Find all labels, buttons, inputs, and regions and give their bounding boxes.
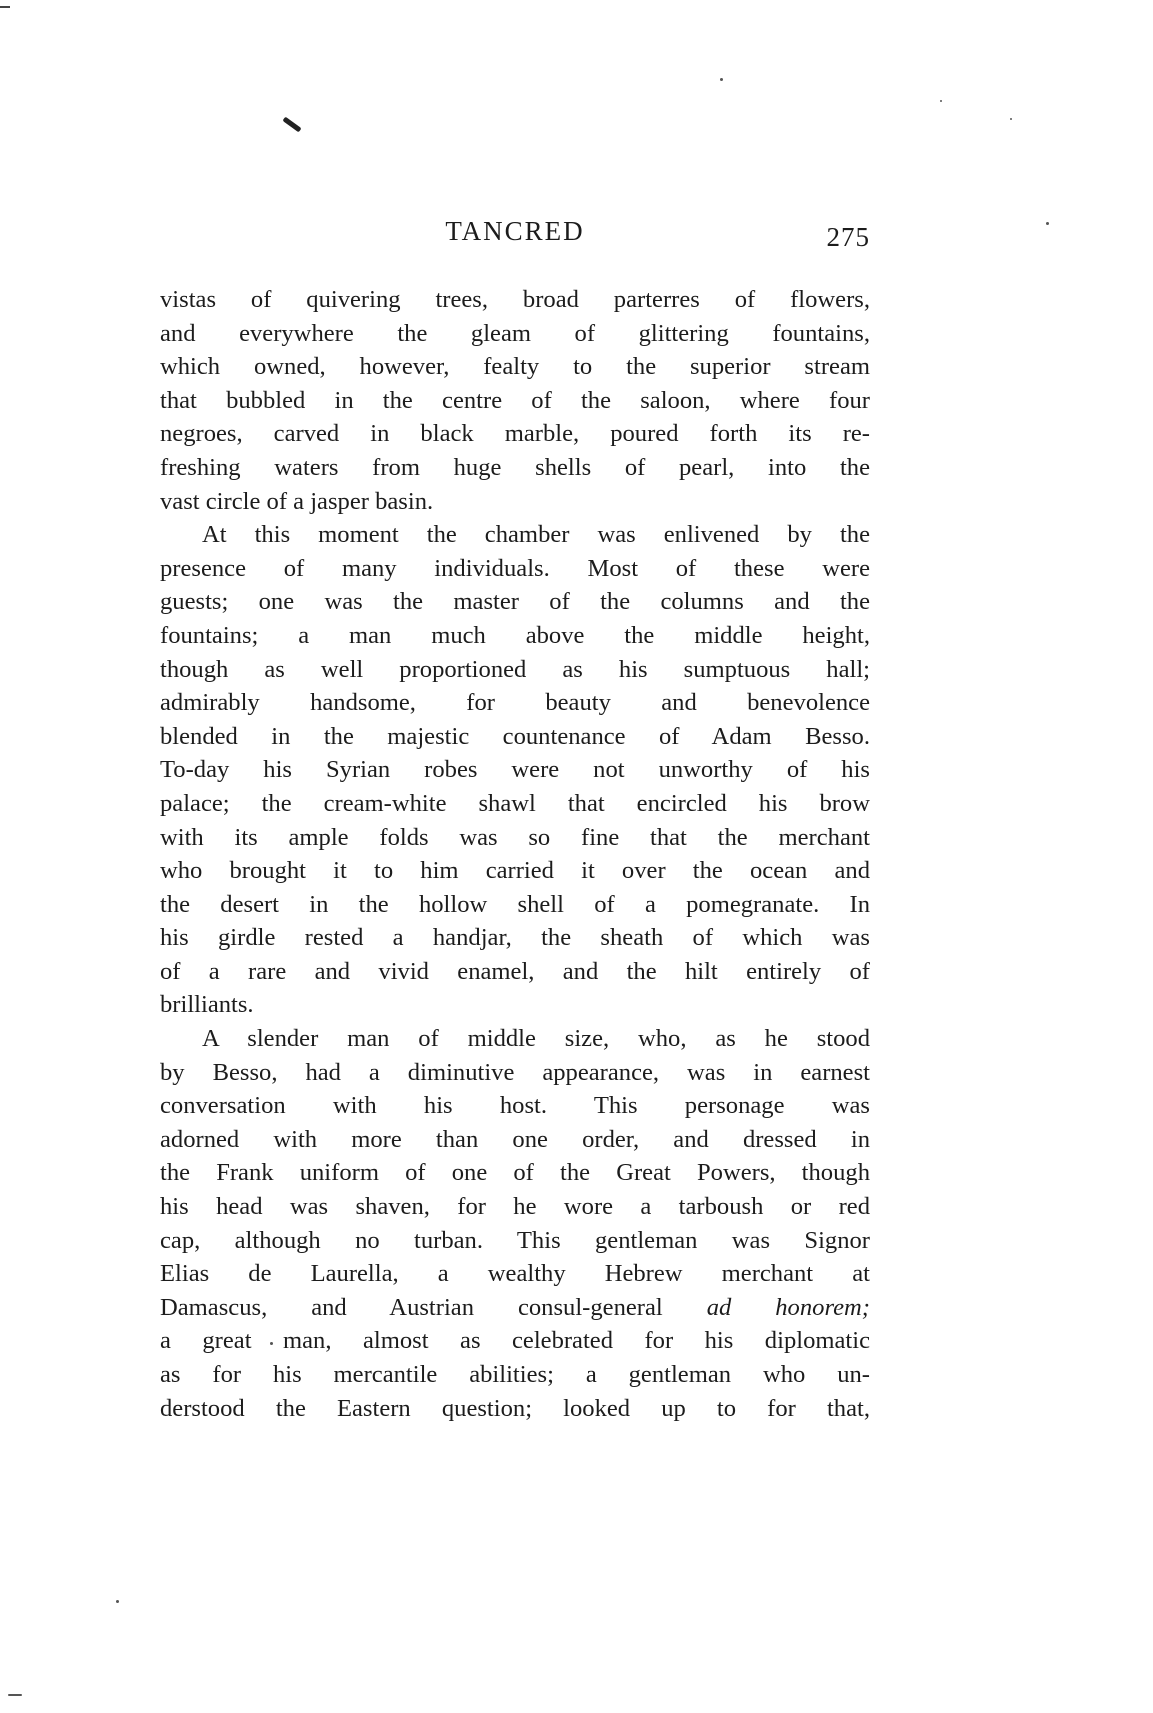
text-line: negroes, carved in black marble, poured forth its re- xyxy=(160,420,870,448)
text-line: though as well proportioned as his sumptuous hall; xyxy=(160,655,870,683)
text-line: the Frank uniform of one of the Great Powers, though xyxy=(160,1159,870,1187)
text-line: his girdle rested a handjar, the sheath of which was xyxy=(160,924,870,952)
paragraph-2 xyxy=(160,518,870,1022)
text-line: A slender man of middle size, who, as he stood xyxy=(202,1025,870,1053)
scan-speck xyxy=(940,100,942,102)
text-line: guests; one was the master of the columns and the xyxy=(160,588,870,616)
text-line: who brought it to him carried it over the ocean and xyxy=(160,857,870,885)
text-line: At this moment the chamber was enlivened by the xyxy=(202,521,870,549)
text-line: with its ample folds was so fine that the merchant xyxy=(160,823,870,851)
text-line: of a rare and vivid enamel, and the hilt entirely of xyxy=(160,957,870,985)
page-number: 275 xyxy=(826,222,870,252)
scan-speck xyxy=(1010,118,1012,120)
paragraph-3 xyxy=(160,1022,870,1425)
text-line: freshing waters from huge shells of pearl, into the xyxy=(160,453,870,481)
text-line: vast circle of a jasper basin. xyxy=(160,487,434,515)
text-segment: Damascus, and Austrian consul-general xyxy=(160,1293,663,1321)
scan-speck xyxy=(8,1694,22,1696)
text-line: by Besso, had a diminutive appearance, was in earnest xyxy=(160,1058,870,1086)
text-line: fountains; a man much above the middle height, xyxy=(160,621,870,649)
text-line: his head was shaven, for he wore a tarboush or red xyxy=(160,1193,870,1221)
text-line: the desert in the hollow shell of a pomegranate. In xyxy=(160,890,870,918)
ink-mark xyxy=(282,117,301,133)
margin-mark xyxy=(0,6,10,8)
paragraph-1 xyxy=(160,283,870,518)
text-line: Elias de Laurella, a wealthy Hebrew merchant at xyxy=(160,1260,870,1288)
text-line: cap, although no turban. This gentleman was Signor xyxy=(160,1226,870,1254)
text-line-with-italic xyxy=(160,1291,870,1325)
text-line: To-day his Syrian robes were not unworthy of his xyxy=(160,756,870,784)
text-line: adorned with more than one order, and dressed in xyxy=(160,1125,870,1153)
body-text xyxy=(160,283,870,1425)
text-line: and everywhere the gleam of glittering fountains, xyxy=(160,319,870,347)
text-line: admirably handsome, for beauty and benevolence xyxy=(160,689,870,717)
text-line: palace; the cream-white shawl that encircled his brow xyxy=(160,789,870,817)
text-line: presence of many individuals. Most of these were xyxy=(160,554,870,582)
text-line: conversation with his host. This personage was xyxy=(160,1092,870,1120)
text-line: a great man, almost as celebrated for his diplomatic xyxy=(160,1327,870,1355)
text-line: blended in the majestic countenance of Adam Besso. xyxy=(160,722,870,750)
italic-phrase: ad honorem; xyxy=(706,1293,870,1321)
text-line: derstood the Eastern question; looked up to for that, xyxy=(160,1394,870,1422)
scan-speck xyxy=(720,78,723,81)
text-line: that bubbled in the centre of the saloon, where four xyxy=(160,386,870,414)
scan-speck xyxy=(116,1600,119,1603)
page-header xyxy=(160,216,870,256)
running-title: TANCRED xyxy=(445,216,585,246)
scan-speck xyxy=(1046,222,1049,225)
text-line: brilliants. xyxy=(160,991,254,1019)
text-line: as for his mercantile abilities; a gentleman who un- xyxy=(160,1361,870,1388)
text-line: vistas of quivering trees, broad parterres of flowers, xyxy=(160,286,870,313)
text-line: which owned, however, fealty to the superior stream xyxy=(160,353,870,381)
